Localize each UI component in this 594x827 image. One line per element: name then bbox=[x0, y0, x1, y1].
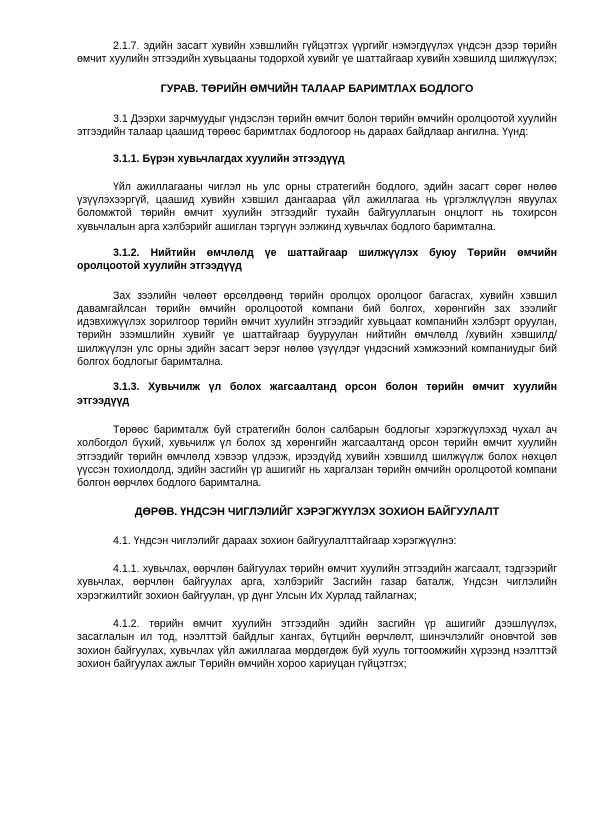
subsection-3-1-2-text: Зах зээлийн чөлөөт өрсөлдөөнд төрийн оролцох оролцоог багасгах, хувийн хэвшил давамгайлсан төрийн өмчийн оролцоотой компани бий болгох, хөрөнгийн зах зээлийг идэвхижүүлэх зорилгоор төрийн өмчит хуулийн этгээдийг хувьцаат компанийн хэлбэрт оруулан, төрийн эзэмшлийн хувийг үе шаттайгаар бууруулан нийтийн өмчлөлд /хувийн хэвшилд/ шилжүүлэн улс орны эдийн засагт эерэг нөлөө үзүүлдэг үндэсний хэмжээний компаниудыг бий болгох бодлогыг баримтална. bbox=[77, 289, 557, 369]
subsection-3-1-1-text: Үйл ажиллагааны чиглэл нь улс орны стратегийн бодлого, эдийн засагт сөрөг нөлөө үзүүлэхээргүй, цаашид хувийн хэвшил дангаараа үйл ажиллагаа нь үргэлжлүүлэн явуулах боломжтой төрийн өмчит хуулийн этгээдийг тухайн байгууллагын онцлогт нь тохирсон хувьчлалын арга хэлбэрийг ашиглан тэргүүн ээлжинд хувьчлах бодлого баримтална. bbox=[77, 180, 557, 233]
page-text-body bbox=[77, 40, 557, 671]
subsection-3-1-1-heading: 3.1.1. Бүрэн хувьчлагдах хуулийн этгээдүүд bbox=[113, 153, 345, 166]
paragraph-2-1-7: 2.1.7. эдийн засагт хувийн хэвшлийн гүйцэтгэх үүргийг нэмэгдүүлэх үндсэн дээр төрийн өмчит хуулийн этгээдийн хувьцааны тодорхой хувийг үе шаттайгаар хувийн хэвшилд шилжүүлэх; bbox=[77, 40, 558, 66]
paragraph-4-1-2: 4.1.2. төрийн өмчит хуулийн этгээдийн эдийн засгийн үр ашигийг дээшлүүлэх, засаглалын ил тод, нээлттэй байдлыг хангах, бүтцийн өөрчлөлт, шинэчлэлийг оновчтой зөв зохион байгуулах, хувьчлах үйл ажиллагаа мөрдөгдөж буй хууль тогтоомжийн хүрээнд нээлттэй зохион байгуулах ажлыг Төрийн өмчийн хороо хариуцан гүйцэтгэх; bbox=[77, 617, 557, 670]
subsection-3-1-3-text: Төрөөс баримталж буй стратегийн болон салбарын бодлогыг хэрэгжүүлэхэд чухал ач холбогдол бүхий, хувьчилж үл болох зд хөрөнгийн жагсаалтанд орсон төрийн өмчит хуулийн этгээдийг төрийн өмчлөлд хэвээр үлдээж, ирээдүйд хувийн хэвшилд шилжүүлж болох нөхцөл үүссэн тохиолдолд, эдийн засгийн үр ашигийг нь харгалзан төрийн өмчийн оролцоотой компани болгон өөрчлөх бодлого баримтална. bbox=[77, 423, 557, 490]
paragraph-4-1-1: 4.1.1. хувьчлах, өөрчлөн байгуулах төрийн өмчит хуулийн этгээдийн жагсаалт, тэдгээрийг хувьчлах, өөрчлөн байгуулах арга, хэлбэрийг Засгийн газар баталж, Үндсэн чиглэлийн хэрэгжилтийг зохион байгуулан, үр дүнг Улсын Их Хурлад тайлагнах; bbox=[77, 563, 557, 602]
section-3-heading: ГУРАВ. ТӨРИЙН ӨМЧИЙН ТАЛААР БАРИМТЛАХ БОДЛОГО bbox=[160, 82, 474, 95]
paragraph-3-1: 3.1 Дээрхи зарчмуудыг үндэслэн төрийн өмчит болон төрийн өмчийн оролцоотой хуулийн этгээдийн талаар цаашид төрөөс баримтлах бодлогоор нь дараах байдлаар ангилна. Үүнд: bbox=[77, 112, 557, 139]
paragraph-4-1: 4.1. Үндсэн чиглэлийг дараах зохион байгуулалттайгаар хэрэгжүүлнэ: bbox=[113, 534, 457, 547]
section-4-heading: ДӨРӨВ. ҮНДСЭН ЧИГЛЭЛИЙГ ХЭРЭГЖҮҮЛЭХ ЗОХИОН БАЙГУУЛАЛТ bbox=[134, 506, 500, 519]
subsection-3-1-2-heading: 3.1.2. Нийтийн өмчлөлд үе шаттайгаар шилжүүлэх буюу Төрийн өмчийн оролцоотой хуулийн этгээдүүд bbox=[77, 246, 557, 273]
subsection-3-1-3-heading: 3.1.3. Хувьчилж үл болох жагсаалтанд орсон болон төрийн өмчит хуулийн этгээдүүд bbox=[77, 381, 557, 407]
